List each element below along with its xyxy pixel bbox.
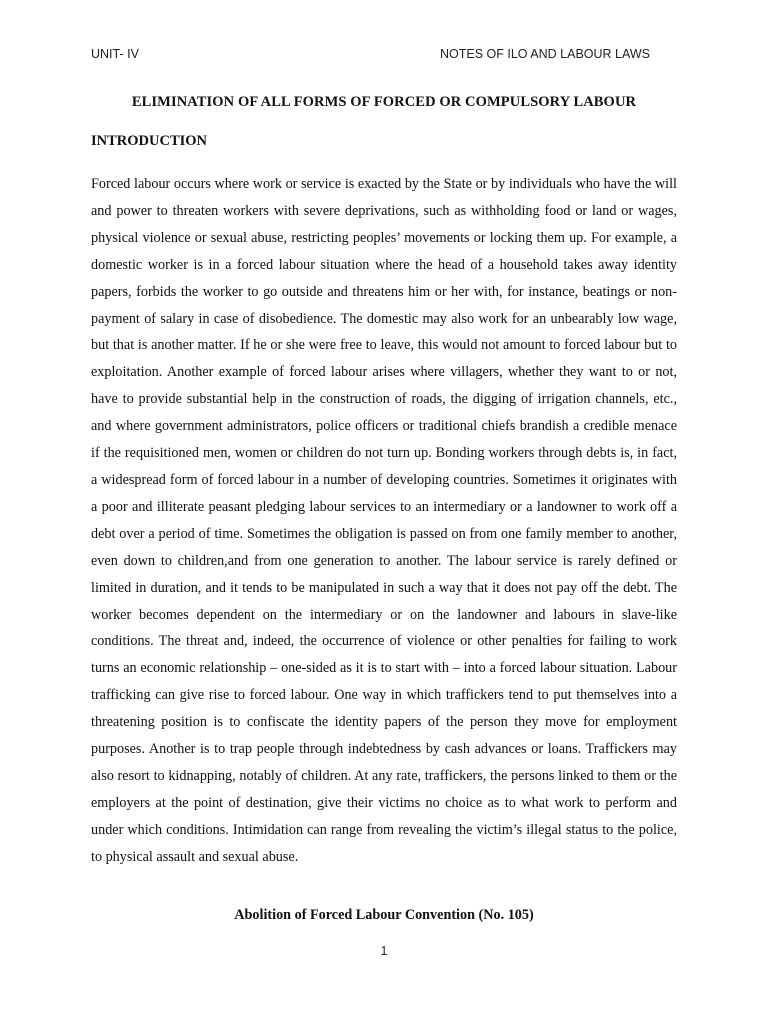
document-title: ELIMINATION OF ALL FORMS OF FORCED OR COMPULSORY LABOUR	[131, 94, 637, 110]
header-notes-title: NOTES OF ILO AND LABOUR LAWS	[440, 47, 650, 61]
running-header	[91, 47, 650, 65]
header-unit-label: UNIT- IV	[91, 47, 139, 61]
sub-heading-convention-105: Abolition of Forced Labour Convention (No. 105)	[234, 907, 534, 923]
introduction-paragraph: Forced labour occurs where work or service is exacted by the State or by individuals who have the will and power to threaten workers with severe deprivations, such as withholding food or land or wages, physical violence or sexual abuse, restricting peoples’ movements or locking them up. For example, a domestic worker is in a forced labour situation where the head of a household takes away identity papers, forbids the worker to go outside and threatens him or her with, for instance, beatings or non-payment of salary in case of disobedience. The domestic may also work for an unbearably low wage, but that is another matter. If he or she were free to leave, this would not amount to forced labour but to exploitation. Another example of forced labour arises where villagers, whether they want to or not, have to provide substantial help in the construction of roads, the digging of irrigation channels, etc., and where government administrators, police officers or traditional chiefs brandish a credible menace if the requisitioned men, women or children do not turn up. Bonding workers through debts is, in fact, a widespread form of forced labour in a number of developing countries. Sometimes it originates with a poor and illiterate peasant pledging labour services to an intermediary or a landowner to work off a debt over a period of time. Sometimes the obligation is passed on from one family member to another, even down to children,and from one generation to another. The labour service is rarely defined or limited in duration, and it tends to be manipulated in such a way that it does not pay off the debt. The worker becomes dependent on the intermediary or on the landowner and labours in slave-like conditions. The threat and, indeed, the occurrence of violence or other penalties for failing to work turns an economic relationship – one-sided as it is to start with – into a forced labour situation. Labour trafficking can give rise to forced labour. One way in which traffickers tend to put themselves into a threatening position is to confiscate the identity papers of the person they move for employment purposes. Another is to trap people through indebtedness by cash advances or loans. Traffickers may also resort to kidnapping, notably of children. At any rate, traffickers, the persons linked to them or the employers at the point of destination, give their victims no choice as to what work to perform and under which conditions. Intimidation can range from revealing the victim’s illegal status to the police, to physical assault and sexual abuse.	[91, 176, 677, 865]
page-number: 1	[380, 944, 388, 958]
section-heading-introduction: INTRODUCTION	[91, 133, 208, 149]
